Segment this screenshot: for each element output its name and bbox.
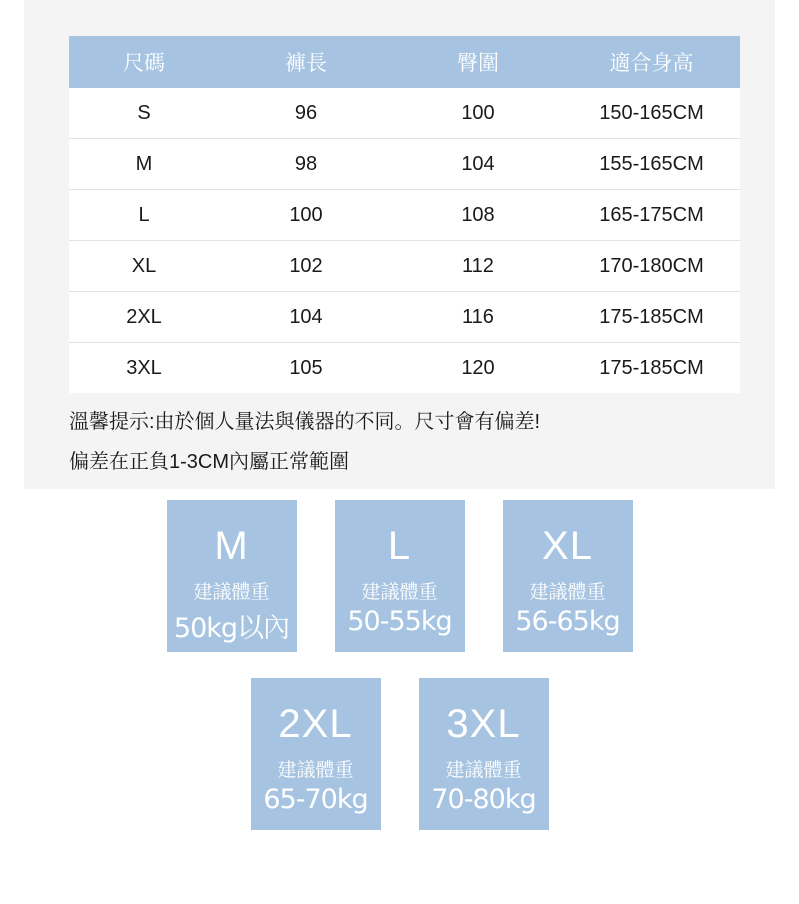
weight-card-label: 建議體重 bbox=[277, 760, 354, 781]
weight-card-xl bbox=[503, 500, 633, 652]
weight-card-value: 65-70kg bbox=[263, 784, 368, 815]
weight-card-size: L bbox=[387, 524, 412, 568]
weight-card-l bbox=[335, 500, 465, 652]
cell-hip: 112 bbox=[393, 241, 563, 292]
cell-size: 3XL bbox=[69, 343, 219, 394]
size-table-panel bbox=[24, 0, 775, 489]
cell-height: 155-165CM bbox=[563, 139, 740, 190]
note-line-1: 溫馨提示:由於個人量法與儀器的不同。尺寸會有偏差! bbox=[69, 411, 541, 433]
table-header-height: 適合身高 bbox=[563, 36, 740, 88]
weight-card-label: 建議體重 bbox=[445, 760, 522, 781]
cell-length: 102 bbox=[219, 241, 393, 292]
table-header-hip: 臀圍 bbox=[393, 36, 563, 88]
weight-card-label: 建議體重 bbox=[361, 582, 438, 603]
cell-length: 96 bbox=[219, 88, 393, 139]
weight-card-label: 建議體重 bbox=[529, 582, 606, 603]
cell-size: S bbox=[69, 88, 219, 139]
weight-card-row-1 bbox=[0, 500, 799, 652]
cell-hip: 116 bbox=[393, 292, 563, 343]
cell-size: 2XL bbox=[69, 292, 219, 343]
measurement-notes bbox=[69, 402, 749, 482]
cell-size: XL bbox=[69, 241, 219, 292]
weight-card-value: 50kg以內 bbox=[173, 613, 290, 644]
weight-card-size: M bbox=[214, 524, 249, 568]
size-table bbox=[69, 36, 740, 393]
cell-height: 150-165CM bbox=[563, 88, 740, 139]
weight-card-size: 2XL bbox=[278, 702, 353, 746]
cell-height: 175-185CM bbox=[563, 292, 740, 343]
table-row bbox=[69, 88, 740, 139]
cell-length: 104 bbox=[219, 292, 393, 343]
cell-height: 175-185CM bbox=[563, 343, 740, 394]
cell-size: L bbox=[69, 190, 219, 241]
cell-hip: 100 bbox=[393, 88, 563, 139]
weight-card-3xl bbox=[419, 678, 549, 830]
weight-card-2xl bbox=[251, 678, 381, 830]
weight-card-row-2 bbox=[0, 678, 799, 830]
cell-hip: 120 bbox=[393, 343, 563, 394]
weight-card-size: XL bbox=[542, 524, 593, 568]
table-row bbox=[69, 139, 740, 190]
weight-recommendation-section bbox=[0, 500, 799, 856]
weight-card-value: 70-80kg bbox=[431, 784, 536, 815]
table-row bbox=[69, 190, 740, 241]
cell-length: 98 bbox=[219, 139, 393, 190]
table-row bbox=[69, 292, 740, 343]
cell-hip: 108 bbox=[393, 190, 563, 241]
weight-card-value: 50-55kg bbox=[347, 606, 452, 637]
table-row bbox=[69, 343, 740, 394]
table-header-size: 尺碼 bbox=[69, 36, 219, 88]
table-header-length: 褲長 bbox=[219, 36, 393, 88]
cell-height: 170-180CM bbox=[563, 241, 740, 292]
weight-card-label: 建議體重 bbox=[193, 582, 270, 603]
weight-card-m bbox=[167, 500, 297, 652]
cell-length: 100 bbox=[219, 190, 393, 241]
cell-size: M bbox=[69, 139, 219, 190]
table-header-row bbox=[69, 36, 740, 88]
cell-height: 165-175CM bbox=[563, 190, 740, 241]
cell-hip: 104 bbox=[393, 139, 563, 190]
cell-length: 105 bbox=[219, 343, 393, 394]
weight-card-value: 56-65kg bbox=[515, 606, 620, 637]
weight-card-size: 3XL bbox=[446, 702, 521, 746]
note-line-2: 偏差在正負1-3CM內屬正常範圍 bbox=[69, 451, 350, 473]
table-row bbox=[69, 241, 740, 292]
